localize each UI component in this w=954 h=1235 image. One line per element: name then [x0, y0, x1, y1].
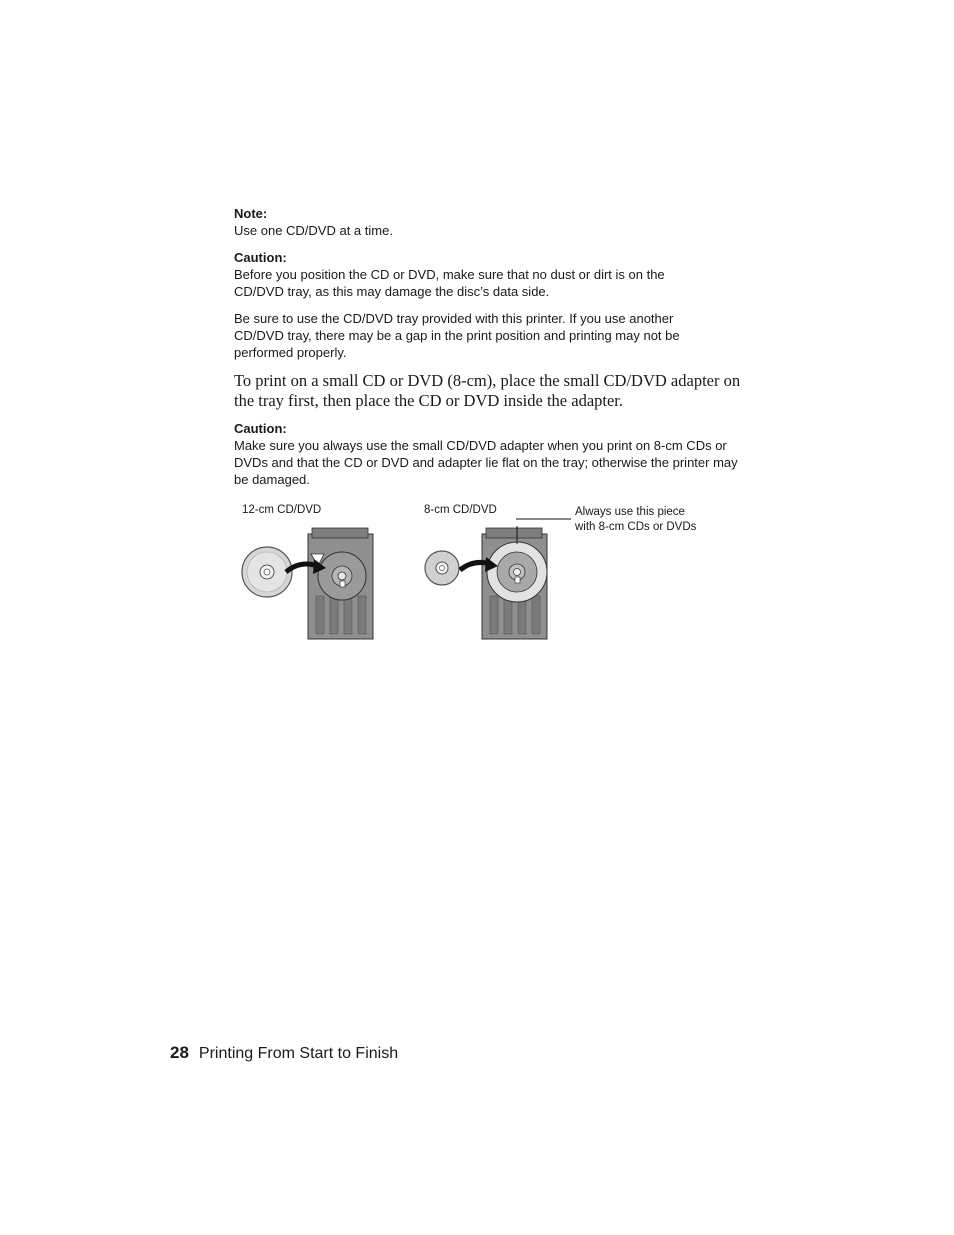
caution-text-2: Be sure to use the CD/DVD tray provided with this printer. If you use another CD/DVD tray, there may be a gap in the print position and printing may not be performed properly. [234, 311, 680, 360]
note-text: Use one CD/DVD at a time. [234, 223, 393, 238]
cd-disc-12cm-icon [242, 547, 292, 597]
caution-block-1 [234, 249, 749, 361]
note-heading: Note: [234, 206, 268, 221]
caution-text-1: Before you position the CD or DVD, make sure that no dust or dirt is on the CD/DVD tray, as this may damage the disc’s data side. [234, 267, 665, 299]
illustration-8cm-disc-tray [420, 526, 560, 642]
note-block [234, 205, 749, 239]
small-disc-adapter-icon [487, 542, 547, 602]
caution-block-2 [234, 420, 749, 488]
caution-heading-2: Caution: [234, 421, 287, 436]
instruction-text: To print on a small CD or DVD (8-cm), place the small CD/DVD adapter on the tray first, then place the CD or DVD inside the adapter. [234, 371, 741, 410]
caution-heading-1: Caution: [234, 250, 287, 265]
callout-leader-horizontal [516, 518, 572, 522]
disc-tray-icon [308, 528, 373, 639]
label-8cm: 8-cm CD/DVD [424, 504, 497, 516]
illustration-12cm-disc-tray [238, 526, 378, 642]
page-footer [170, 1043, 398, 1063]
cd-disc-8cm-icon [425, 551, 459, 585]
page-number: 28 [170, 1043, 189, 1062]
caution-text-3: Make sure you always use the small CD/DVD adapter when you print on 8-cm CDs or DVDs and that the CD or DVD and adapter lie flat on the tray; otherwise the printer may be damaged. [234, 438, 738, 487]
callout-line-2: with 8-cm CDs or DVDs [575, 521, 697, 533]
section-title: Printing From Start to Finish [198, 1045, 399, 1062]
callout-line-1: Always use this piece [575, 506, 685, 518]
label-12cm: 12-cm CD/DVD [242, 504, 322, 516]
